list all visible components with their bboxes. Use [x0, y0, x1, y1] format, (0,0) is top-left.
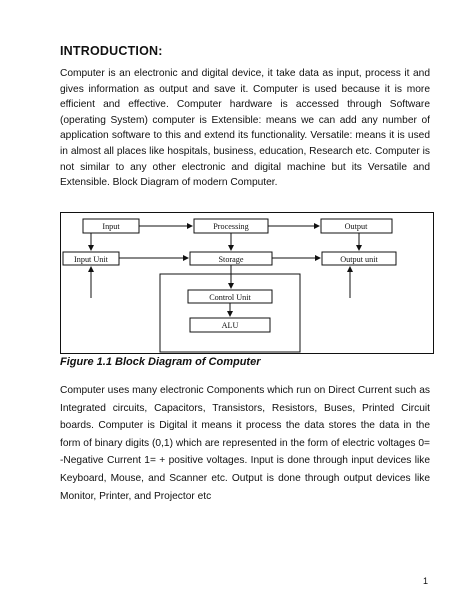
figure-caption: Figure 1.1 Block Diagram of Computer: [60, 356, 261, 368]
input-label: Input: [102, 222, 120, 231]
input-unit-label: Input Unit: [74, 255, 108, 264]
body-paragraph: Computer uses many electronic Components which run on Direct Current such as Integrated circuits, Capacitors, Transistors, Resistors, Buses, Printed Circuit boards. Computer is Digital it means it process the data stores the data in the form of binary digits (0,1) which are represented in the form of electric voltages 0= -Negative Current 1= + positive voltages. Input is done through input devices like Keyboard, Mouse, and Scanner etc. Output is done through output devices like Monitor, Printer, and Projector etc: [60, 385, 430, 502]
control-unit-label: Control Unit: [209, 293, 251, 302]
page-number: 1: [423, 576, 429, 586]
storage-label: Storage: [218, 255, 244, 264]
intro-paragraph: Computer is an electronic and digital device, it take data as input, process it and gives information as output and save it. Computer is used because it is more efficient and effective. Computer hardware is accessed through Software (operating System) computer is Extensible: means we can add any number of application software to this and extend its functionality. Versatile: means it is used in almost all places like hospitals, business, education, Research etc. Computer is not similar to any other electronic and digital machine but its Versatile and Extensible. Block Diagram of modern Computer.: [60, 68, 430, 189]
alu-label: ALU: [221, 321, 239, 330]
block-diagram: [60, 212, 434, 354]
section-heading: INTRODUCTION:: [60, 44, 163, 58]
output-unit-label: Output unit: [340, 255, 378, 264]
processing-label: Processing: [213, 222, 249, 231]
output-label: Output: [344, 222, 368, 231]
